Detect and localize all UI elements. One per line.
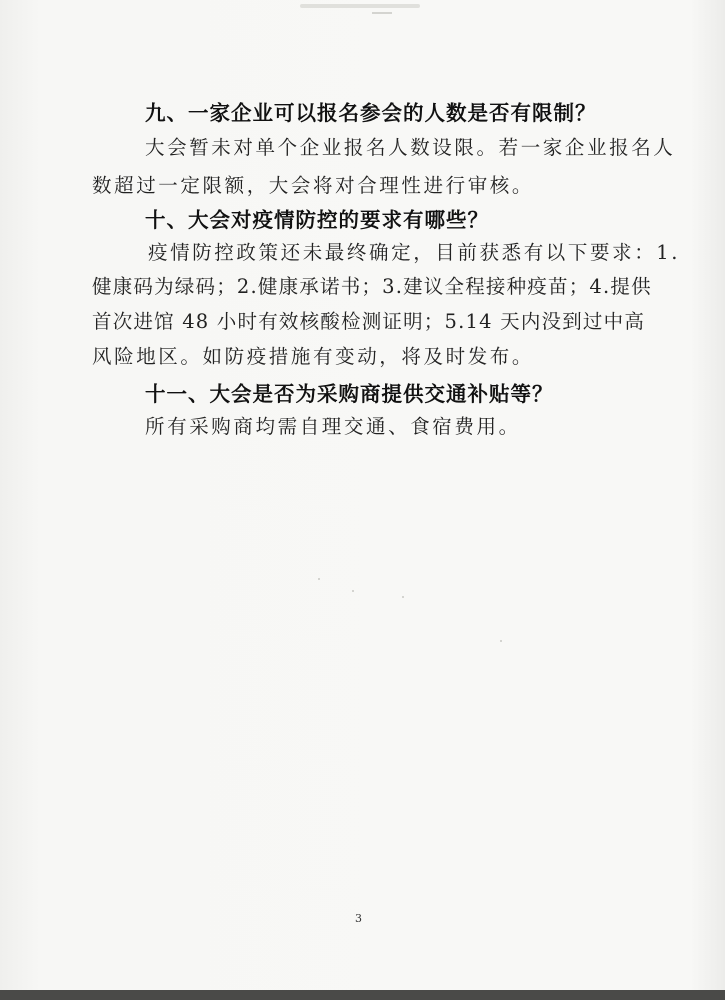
- section-heading-11: 十一、大会是否为采购商提供交通补贴等？: [145, 382, 554, 406]
- scan-speck: [352, 590, 354, 592]
- scan-speck: [318, 578, 320, 580]
- scan-speck: [402, 596, 404, 598]
- section-9-line-2: 数超过一定限额，大会将对合理性进行审核。: [92, 174, 535, 197]
- scan-artifact-top-small: [372, 12, 392, 14]
- section-10-line-2: 健康码为绿码；2.健康承诺书；3.建议全程接种疫苗；4.提供: [92, 275, 652, 298]
- section-heading-9: 九、一家企业可以报名参会的人数是否有限制？: [145, 101, 597, 125]
- section-9-line-1: 大会暂未对单个企业报名人数设限。若一家企业报名人: [145, 136, 676, 159]
- section-10-line-4: 风险地区。如防疫措施有变动，将及时发布。: [92, 345, 535, 368]
- scan-artifact-top: [300, 4, 420, 8]
- page-number: 3: [355, 912, 362, 925]
- section-10-line-3: 首次进馆 48 小时有效核酸检测证明；5.14 天内没到过中高: [92, 310, 646, 333]
- section-heading-10: 十、大会对疫情防控的要求有哪些？: [145, 208, 489, 232]
- scan-bottom-edge: [0, 990, 725, 1000]
- section-10-line-1: 疫情防控政策还未最终确定，目前获悉有以下要求：1.: [148, 241, 681, 264]
- section-11-line-1: 所有采购商均需自理交通、食宿费用。: [145, 415, 521, 438]
- scan-speck: [500, 640, 502, 642]
